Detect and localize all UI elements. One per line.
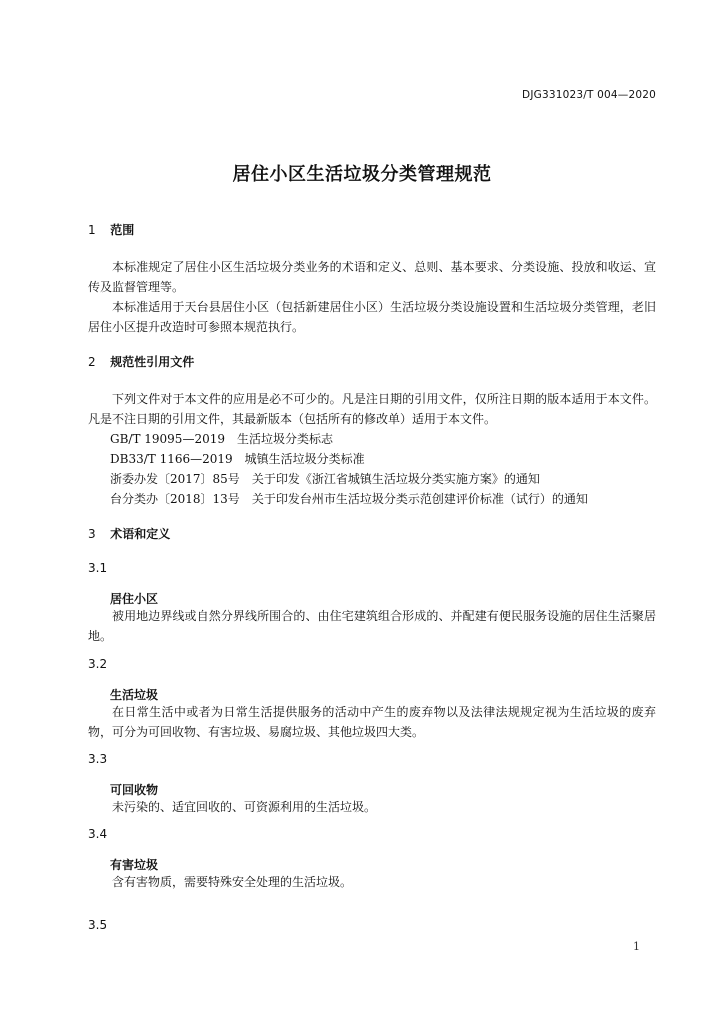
term-definition: 被用地边界线或自然分界线所围合的、由住宅建筑组合形成的、并配建有便民服务设施的居住生活聚居地。: [88, 609, 656, 643]
scope-paragraph: 本标准适用于天台县居住小区（包括新建居住小区）生活垃圾分类设施设置和生活垃圾分类管理，老旧居住小区提升改造时可参照本规范执行。: [88, 300, 656, 334]
term-definition: 含有害物质，需要特殊安全处理的生活垃圾。: [112, 875, 353, 889]
term-number: 3.1: [88, 561, 108, 575]
section-heading-terms: [88, 525, 170, 542]
section-heading-normative-references: [88, 353, 194, 370]
section-title: 规范性引用文件: [110, 355, 195, 369]
section-heading-scope: [88, 221, 134, 238]
term-name: 有害垃圾: [110, 858, 159, 872]
document-code: DJG331023/T 004—2020: [522, 89, 656, 101]
reference-item: [110, 430, 333, 447]
section-title: 范围: [110, 223, 135, 237]
reference-name: 城镇生活垃圾分类标准: [244, 452, 365, 466]
references-intro-paragraph: 下列文件对于本文件的应用是必不可少的。凡是注日期的引用文件，仅所注日期的版本适用于本文件。凡是不注日期的引用文件，其最新版本（包括所有的修改单）适用于本文件。: [88, 392, 656, 426]
section-number: 3: [88, 527, 96, 541]
section-number: 2: [88, 355, 96, 369]
reference-name: 关于印发台州市生活垃圾分类示范创建评价标准（试行）的通知: [251, 492, 588, 506]
reference-code: GB/T 19095—2019: [110, 432, 225, 446]
term-number: 3.4: [88, 827, 108, 841]
reference-item: [110, 490, 588, 507]
term-number: 3.2: [88, 657, 108, 671]
reference-item: [110, 470, 540, 487]
document-title: 居住小区生活垃圾分类管理规范: [232, 164, 492, 185]
section-number: 1: [88, 223, 96, 237]
reference-code: 浙委办发〔2017〕85号: [110, 472, 240, 486]
reference-name: 生活垃圾分类标志: [236, 432, 333, 446]
term-name: 居住小区: [110, 592, 159, 606]
page-number: 1: [633, 940, 640, 953]
section-title: 术语和定义: [110, 527, 171, 541]
term-name: 可回收物: [110, 783, 159, 797]
term-number: 3.5: [88, 918, 108, 932]
term-name: 生活垃圾: [110, 688, 159, 702]
reference-code: DB33/T 1166—2019: [110, 452, 233, 466]
reference-item: [110, 450, 365, 467]
term-definition: 未污染的、适宜回收的、可资源利用的生活垃圾。: [112, 800, 377, 814]
term-number: 3.3: [88, 752, 108, 766]
reference-name: 关于印发《浙江省城镇生活垃圾分类实施方案》的通知: [251, 472, 540, 486]
reference-code: 台分类办〔2018〕13号: [110, 492, 240, 506]
scope-paragraph: 本标准规定了居住小区生活垃圾分类业务的术语和定义、总则、基本要求、分类设施、投放和收运、宣传及监督管理等。: [88, 260, 656, 294]
term-definition: 在日常生活中或者为日常生活提供服务的活动中产生的废弃物以及法律法规规定视为生活垃圾的废弃物，可分为可回收物、有害垃圾、易腐垃圾、其他垃圾四大类。: [88, 705, 656, 739]
